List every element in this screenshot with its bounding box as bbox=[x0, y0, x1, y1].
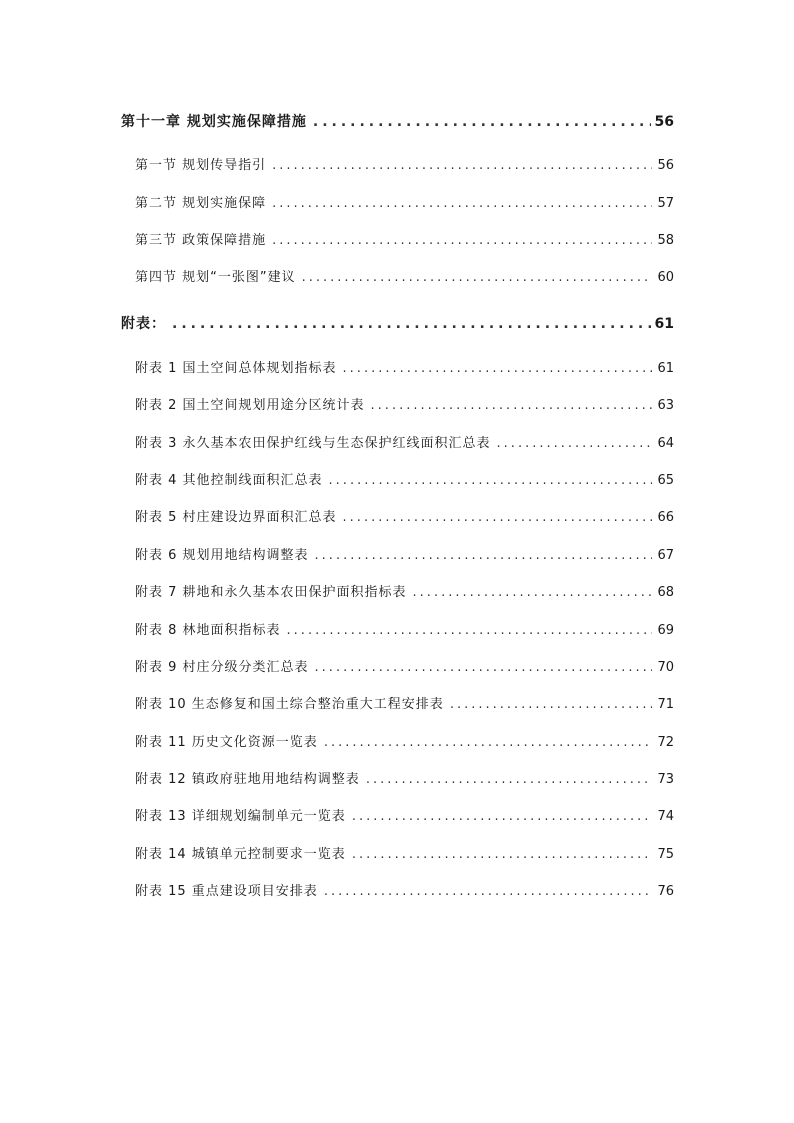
toc-page-number: 76 bbox=[657, 884, 674, 899]
toc-entry-title: 附表 10 生态修复和国土综合整治重大工程安排表 bbox=[135, 697, 444, 712]
toc-entry-title: 附表 15 重点建设项目安排表 bbox=[135, 884, 318, 899]
toc-section-2[interactable] bbox=[135, 194, 674, 214]
dot-leader bbox=[352, 807, 652, 827]
dot-leader bbox=[272, 194, 652, 214]
dot-leader bbox=[352, 845, 652, 865]
toc-entry-title: 附表 5 村庄建设边界面积汇总表 bbox=[135, 510, 337, 525]
toc-page-number: 71 bbox=[657, 697, 674, 712]
toc-page-number: 63 bbox=[657, 398, 674, 413]
toc-page-number: 70 bbox=[657, 660, 674, 675]
toc-entry-title: 附表 12 镇政府驻地用地结构调整表 bbox=[135, 772, 360, 787]
toc-page-number: 69 bbox=[657, 623, 674, 638]
toc-entry-title: 附表 6 规划用地结构调整表 bbox=[135, 548, 309, 563]
toc-entry-title: 附表： bbox=[121, 316, 166, 332]
toc-entry-title: 附表 2 国土空间规划用途分区统计表 bbox=[135, 398, 365, 413]
toc-entry-title: 附表 1 国土空间总体规划指标表 bbox=[135, 361, 337, 376]
toc-appendix-item-7[interactable] bbox=[135, 583, 674, 603]
toc-page-number: 56 bbox=[654, 114, 674, 130]
toc-page-number: 65 bbox=[657, 473, 674, 488]
toc-section-1[interactable] bbox=[135, 156, 674, 176]
toc-appendix-item-14[interactable] bbox=[135, 845, 674, 865]
toc-entry-title: 附表 4 其他控制线面积汇总表 bbox=[135, 473, 323, 488]
toc-page-number: 67 bbox=[657, 548, 674, 563]
toc-entry-title: 第四节 规划“一张图”建议 bbox=[135, 270, 296, 285]
toc-page-number: 57 bbox=[657, 196, 674, 211]
toc-entry-title: 第十一章 规划实施保障措施 bbox=[121, 114, 307, 130]
toc-page-number: 61 bbox=[654, 316, 674, 332]
toc-page-number: 61 bbox=[657, 361, 674, 376]
dot-leader bbox=[315, 658, 652, 678]
toc-appendix-item-10[interactable] bbox=[135, 695, 674, 715]
toc-appendix-item-12[interactable] bbox=[135, 770, 674, 790]
toc-appendix-item-8[interactable] bbox=[135, 621, 674, 641]
dot-leader bbox=[450, 695, 652, 715]
dot-leader bbox=[272, 156, 652, 176]
toc-entry-title: 附表 11 历史文化资源一览表 bbox=[135, 735, 318, 750]
toc-page-number: 66 bbox=[657, 510, 674, 525]
toc-chapter-11[interactable] bbox=[121, 112, 674, 132]
toc-section-4[interactable] bbox=[135, 268, 674, 288]
dot-leader bbox=[366, 770, 652, 790]
dot-leader bbox=[302, 268, 652, 288]
toc-entry-title: 附表 14 城镇单元控制要求一览表 bbox=[135, 847, 346, 862]
dot-leader bbox=[497, 434, 652, 454]
toc-entry-title: 附表 7 耕地和永久基本农田保护面积指标表 bbox=[135, 585, 407, 600]
toc-appendix-item-1[interactable] bbox=[135, 359, 674, 379]
toc-entry-title: 第三节 政策保障措施 bbox=[135, 233, 267, 248]
toc-appendix-item-2[interactable] bbox=[135, 396, 674, 416]
toc-page-number: 64 bbox=[657, 436, 674, 451]
dot-leader bbox=[172, 314, 651, 334]
dot-leader bbox=[313, 112, 651, 132]
toc-entry-title: 附表 8 林地面积指标表 bbox=[135, 623, 281, 638]
toc-page-number: 75 bbox=[657, 847, 674, 862]
toc-entry-title: 第一节 规划传导指引 bbox=[135, 158, 267, 173]
dot-leader bbox=[343, 359, 652, 379]
toc-page-number: 68 bbox=[657, 585, 674, 600]
dot-leader bbox=[343, 508, 652, 528]
toc-entry-title: 附表 3 永久基本农田保护红线与生态保护红线面积汇总表 bbox=[135, 436, 491, 451]
toc-appendix-item-15[interactable] bbox=[135, 882, 674, 902]
toc-entry-title: 附表 9 村庄分级分类汇总表 bbox=[135, 660, 309, 675]
toc-appendix-item-11[interactable] bbox=[135, 733, 674, 753]
toc-appendix-item-9[interactable] bbox=[135, 658, 674, 678]
toc-appendix-item-6[interactable] bbox=[135, 546, 674, 566]
dot-leader bbox=[315, 546, 652, 566]
toc-page-number: 72 bbox=[657, 735, 674, 750]
toc-appendix-item-3[interactable] bbox=[135, 434, 674, 454]
toc-entry-title: 第二节 规划实施保障 bbox=[135, 196, 267, 211]
toc-section-3[interactable] bbox=[135, 231, 674, 251]
toc-page-number: 74 bbox=[657, 809, 674, 824]
toc-appendix-item-13[interactable] bbox=[135, 807, 674, 827]
toc-appendix-item-4[interactable] bbox=[135, 471, 674, 491]
dot-leader bbox=[272, 231, 652, 251]
toc-appendix[interactable] bbox=[121, 314, 674, 334]
toc-entry-title: 附表 13 详细规划编制单元一览表 bbox=[135, 809, 346, 824]
dot-leader bbox=[371, 396, 652, 416]
dot-leader bbox=[413, 583, 652, 603]
toc-appendix-item-5[interactable] bbox=[135, 508, 674, 528]
dot-leader bbox=[287, 621, 652, 641]
dot-leader bbox=[324, 733, 652, 753]
toc-page-number: 60 bbox=[657, 270, 674, 285]
toc-page-number: 56 bbox=[657, 158, 674, 173]
dot-leader bbox=[324, 882, 652, 902]
dot-leader bbox=[329, 471, 652, 491]
toc-page-number: 73 bbox=[657, 772, 674, 787]
toc-page-number: 58 bbox=[657, 233, 674, 248]
